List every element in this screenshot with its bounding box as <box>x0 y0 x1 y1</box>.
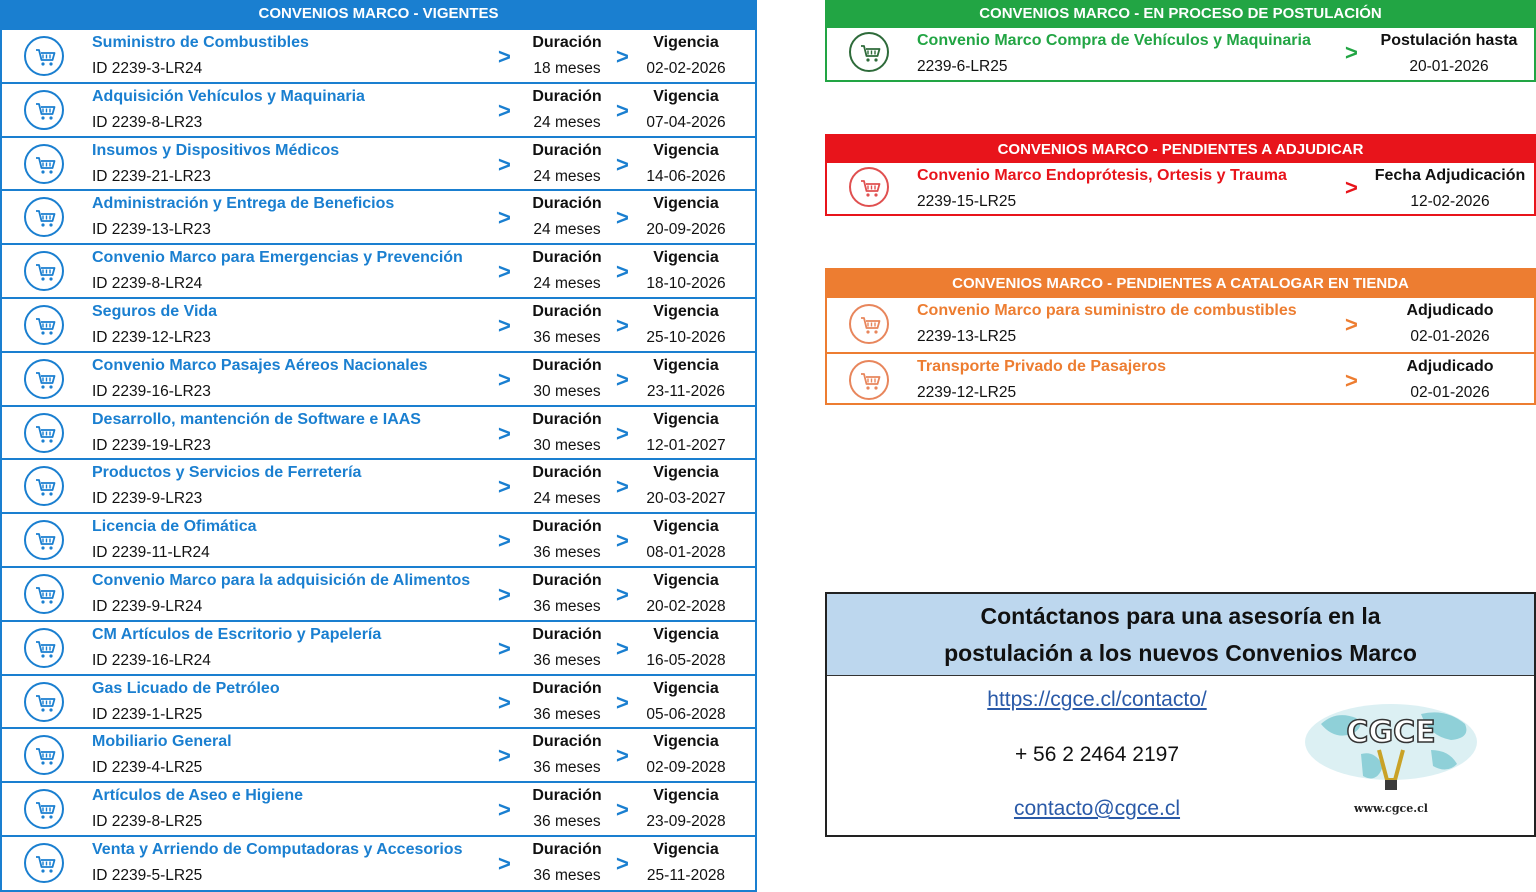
list-item[interactable] <box>827 352 1534 406</box>
convenio-id: ID 2239-11-LR24 <box>92 544 210 562</box>
chevron-right-icon: > <box>616 366 629 392</box>
convenio-name[interactable]: Convenio Marco Endoprótesis, Ortesis y Trauma <box>917 167 1287 184</box>
duration-value: 36 meses <box>533 544 601 562</box>
adjudicar-panel <box>825 134 1536 216</box>
chevron-right-icon: > <box>498 581 511 607</box>
cgce-logo <box>1301 694 1481 824</box>
vigencia-value: 08-01-2028 <box>646 544 726 562</box>
catalogar-header: CONVENIOS MARCO - PENDIENTES A CATALOGAR EN TIENDA <box>827 270 1534 298</box>
vigencia-value: 20-09-2026 <box>646 221 726 239</box>
convenio-name[interactable]: Convenio Marco para suministro de combustibles <box>917 302 1297 319</box>
convenio-id: 2239-6-LR25 <box>917 58 1008 75</box>
vigencia-label: Vigencia <box>653 195 719 213</box>
shopping-cart-icon <box>24 628 64 668</box>
vigencia-label: Vigencia <box>653 249 719 267</box>
shopping-cart-icon <box>24 843 64 883</box>
duration-value: 24 meses <box>533 490 601 508</box>
adjudicacion-value: 12-02-2026 <box>1410 193 1490 210</box>
duration-label: Duración <box>532 34 602 51</box>
convenio-name[interactable]: Seguros de Vida <box>92 302 218 320</box>
vigencia-label: Vigencia <box>653 787 719 805</box>
vigentes-header: CONVENIOS MARCO - VIGENTES <box>2 0 755 28</box>
convenio-id: ID 2239-19-LR23 <box>92 436 211 454</box>
duration-value: 24 meses <box>533 113 601 131</box>
chevron-right-icon: > <box>498 797 511 823</box>
vigencia-label: Vigencia <box>653 464 719 482</box>
chevron-right-icon: > <box>616 151 629 177</box>
duration-value: 36 meses <box>533 597 601 615</box>
chevron-right-icon: > <box>498 259 511 285</box>
convenio-id: ID 2239-21-LR23 <box>92 167 211 185</box>
duration-label: Duración <box>532 787 602 805</box>
shopping-cart-icon <box>24 305 64 345</box>
duration-label: Duración <box>532 249 602 267</box>
vigencia-value: 07-04-2026 <box>646 113 726 131</box>
convenio-name[interactable]: Venta y Arriendo de Computadoras y Accesorios <box>92 840 463 858</box>
convenio-name[interactable]: Suministro de Combustibles <box>92 34 309 51</box>
list-item[interactable] <box>2 351 755 405</box>
convenio-name[interactable]: Administración y Entrega de Beneficios <box>92 195 395 213</box>
vigencia-value: 20-02-2028 <box>646 597 726 615</box>
duration-label: Duración <box>532 733 602 751</box>
list-item[interactable] <box>827 28 1534 80</box>
duration-label: Duración <box>532 518 602 536</box>
convenio-name[interactable]: Artículos de Aseo e Higiene <box>92 787 304 805</box>
convenio-id: ID 2239-13-LR23 <box>92 221 211 239</box>
shopping-cart-icon <box>849 167 889 207</box>
chevron-right-icon: > <box>498 44 511 69</box>
vigencia-label: Vigencia <box>653 571 719 589</box>
proceso-header: CONVENIOS MARCO - EN PROCESO DE POSTULACIÓN <box>827 0 1534 28</box>
contact-heading <box>827 594 1534 676</box>
duration-value: 18 meses <box>533 60 601 77</box>
vigencia-label: Vigencia <box>653 733 719 751</box>
list-item[interactable] <box>2 566 755 620</box>
vigencia-label: Vigencia <box>653 410 719 428</box>
convenio-name[interactable]: CM Artículos de Escritorio y Papelería <box>92 625 382 643</box>
shopping-cart-icon <box>24 36 64 76</box>
convenio-name[interactable]: Adquisición Vehículos y Maquinaria <box>92 87 365 105</box>
contact-heading-line2: postulación a los nuevos Convenios Marco <box>944 640 1417 666</box>
postulacion-label: Postulación hasta <box>1380 32 1518 49</box>
vigencia-label: Vigencia <box>653 625 719 643</box>
duration-label: Duración <box>532 141 602 159</box>
postulacion-value: 20-01-2026 <box>1409 58 1489 75</box>
duration-value: 30 meses <box>533 382 601 400</box>
list-item[interactable] <box>2 620 755 674</box>
vigencia-label: Vigencia <box>653 840 719 858</box>
duration-value: 24 meses <box>533 167 601 185</box>
duration-value: 30 meses <box>533 436 601 454</box>
chevron-right-icon: > <box>616 528 629 554</box>
convenio-id: ID 2239-9-LR23 <box>92 490 203 508</box>
contact-box <box>825 592 1536 837</box>
duration-label: Duración <box>532 840 602 858</box>
chevron-right-icon: > <box>616 312 629 338</box>
chevron-right-icon: > <box>616 797 629 823</box>
chevron-right-icon: > <box>498 420 511 446</box>
chevron-right-icon: > <box>616 259 629 285</box>
duration-value: 36 meses <box>533 705 601 723</box>
list-item[interactable] <box>2 835 755 889</box>
shopping-cart-icon <box>24 413 64 453</box>
convenio-id: ID 2239-8-LR25 <box>92 813 203 831</box>
shopping-cart-icon <box>24 90 64 130</box>
convenio-name[interactable]: Convenio Marco para Emergencias y Prevención <box>92 249 463 267</box>
list-item[interactable] <box>2 674 755 728</box>
vigentes-list <box>2 28 755 889</box>
adjudicar-header: CONVENIOS MARCO - PENDIENTES A ADJUDICAR <box>827 136 1534 163</box>
chevron-right-icon: > <box>498 97 511 123</box>
convenio-id: ID 2239-9-LR24 <box>92 597 203 615</box>
list-item[interactable] <box>2 82 755 136</box>
duration-label: Duración <box>532 410 602 428</box>
vigencia-label: Vigencia <box>653 679 719 697</box>
chevron-right-icon: > <box>1345 40 1358 65</box>
convenio-name[interactable]: Productos y Servicios de Ferretería <box>92 464 362 482</box>
chevron-right-icon: > <box>616 850 629 876</box>
chevron-right-icon: > <box>1345 175 1358 200</box>
convenio-name[interactable]: Licencia de Ofimática <box>92 518 257 536</box>
convenio-name[interactable]: Gas Licuado de Petróleo <box>92 679 280 697</box>
convenio-id: ID 2239-8-LR24 <box>92 275 203 293</box>
vigencia-value: 23-09-2028 <box>646 813 726 831</box>
shopping-cart-icon <box>24 359 64 399</box>
vigencia-value: 25-11-2028 <box>646 866 726 884</box>
chevron-right-icon: > <box>498 205 511 231</box>
vigencia-label: Vigencia <box>653 141 719 159</box>
list-item[interactable] <box>827 163 1534 215</box>
chevron-right-icon: > <box>498 743 511 769</box>
duration-label: Duración <box>532 87 602 105</box>
convenio-id: ID 2239-16-LR23 <box>92 382 211 400</box>
list-item[interactable] <box>2 405 755 459</box>
convenio-id: 2239-13-LR25 <box>917 328 1017 345</box>
shopping-cart-icon <box>849 32 889 72</box>
vigencia-value: 12-01-2027 <box>646 436 726 454</box>
contact-url-link[interactable]: https://cgce.cl/contacto/ <box>987 688 1207 711</box>
contact-email-link[interactable]: contacto@cgce.cl <box>1013 797 1181 820</box>
chevron-right-icon: > <box>498 474 511 500</box>
convenio-name[interactable]: Convenio Marco Compra de Vehículos y Maquinaria <box>917 32 1311 49</box>
vigencia-label: Vigencia <box>653 518 719 536</box>
vigencia-value: 05-06-2028 <box>646 705 726 723</box>
logo-text: CGCE <box>1346 715 1436 750</box>
shopping-cart-icon <box>24 520 64 560</box>
chevron-right-icon: > <box>616 474 629 500</box>
convenio-name[interactable]: Desarrollo, mantención de Software e IAAS <box>92 410 421 428</box>
list-item[interactable] <box>2 243 755 297</box>
convenio-name[interactable]: Convenio Marco Pasajes Aéreos Nacionales <box>92 356 428 374</box>
chevron-right-icon: > <box>498 151 511 177</box>
vigencia-value: 16-05-2028 <box>646 651 726 669</box>
chevron-right-icon: > <box>1345 367 1358 393</box>
list-item[interactable] <box>2 781 755 835</box>
chevron-right-icon: > <box>498 528 511 554</box>
convenio-id: ID 2239-3-LR24 <box>92 60 203 77</box>
vigencia-value: 20-03-2027 <box>646 490 726 508</box>
adjudicado-value: 02-01-2026 <box>1410 383 1490 401</box>
convenio-name[interactable]: Transporte Privado de Pasajeros <box>917 357 1166 375</box>
duration-value: 36 meses <box>533 759 601 777</box>
duration-value: 36 meses <box>533 328 601 346</box>
adjudicado-label: Adjudicado <box>1406 302 1494 319</box>
chevron-right-icon: > <box>498 850 511 876</box>
convenio-name[interactable]: Convenio Marco para la adquisición de Alimentos <box>92 571 471 589</box>
adjudicado-label: Adjudicado <box>1406 357 1494 375</box>
chevron-right-icon: > <box>1345 312 1358 337</box>
duration-label: Duración <box>532 356 602 374</box>
duration-value: 36 meses <box>533 651 601 669</box>
convenio-name[interactable]: Mobiliario General <box>92 733 232 751</box>
duration-value: 24 meses <box>533 221 601 239</box>
convenio-id: ID 2239-12-LR23 <box>92 328 211 346</box>
convenio-name[interactable]: Insumos y Dispositivos Médicos <box>92 141 340 159</box>
vigencia-label: Vigencia <box>653 87 719 105</box>
contact-heading-line1: Contáctanos para una asesoría en la <box>980 603 1381 629</box>
vigentes-panel <box>0 0 757 892</box>
adjudicacion-label: Fecha Adjudicación <box>1374 167 1526 184</box>
logo-url: www.cgce.cl <box>1354 802 1428 815</box>
duration-label: Duración <box>532 302 602 320</box>
list-item[interactable] <box>2 727 755 781</box>
vigencia-value: 23-11-2026 <box>646 382 726 400</box>
convenio-id: ID 2239-16-LR24 <box>92 651 211 669</box>
vigencia-label: Vigencia <box>653 302 719 320</box>
adjudicado-value: 02-01-2026 <box>1410 328 1490 345</box>
shopping-cart-icon <box>849 360 889 400</box>
list-item[interactable] <box>2 189 755 243</box>
convenio-id: ID 2239-4-LR25 <box>92 759 203 777</box>
contact-phone: + 56 2 2464 2197 <box>1014 743 1180 766</box>
shopping-cart-icon <box>24 197 64 237</box>
chevron-right-icon: > <box>616 581 629 607</box>
duration-label: Duración <box>532 464 602 482</box>
duration-label: Duración <box>532 195 602 213</box>
duration-label: Duración <box>532 571 602 589</box>
chevron-right-icon: > <box>616 743 629 769</box>
proceso-panel <box>825 0 1536 82</box>
chevron-right-icon: > <box>498 312 511 338</box>
list-item[interactable] <box>2 136 755 190</box>
list-item[interactable] <box>2 28 755 82</box>
convenio-id: 2239-15-LR25 <box>917 193 1017 210</box>
shopping-cart-icon <box>24 144 64 184</box>
duration-label: Duración <box>532 679 602 697</box>
convenio-id: ID 2239-1-LR25 <box>92 705 203 723</box>
vigencia-value: 02-02-2026 <box>646 60 726 77</box>
shopping-cart-icon <box>24 735 64 775</box>
shopping-cart-icon <box>24 789 64 829</box>
chevron-right-icon: > <box>498 635 511 661</box>
chevron-right-icon: > <box>616 97 629 123</box>
vigencia-value: 02-09-2028 <box>646 759 726 777</box>
vigencia-value: 25-10-2026 <box>646 328 726 346</box>
chevron-right-icon: > <box>616 635 629 661</box>
duration-value: 24 meses <box>533 275 601 293</box>
catalogar-panel <box>825 268 1536 405</box>
chevron-right-icon: > <box>616 420 629 446</box>
convenio-id: ID 2239-5-LR25 <box>92 866 203 884</box>
chevron-right-icon: > <box>616 689 629 715</box>
vigencia-value: 18-10-2026 <box>646 275 726 293</box>
duration-value: 36 meses <box>533 866 601 884</box>
shopping-cart-icon <box>24 682 64 722</box>
chevron-right-icon: > <box>498 689 511 715</box>
chevron-right-icon: > <box>616 44 629 69</box>
list-item[interactable] <box>2 512 755 566</box>
chevron-right-icon: > <box>498 366 511 392</box>
list-item[interactable] <box>827 298 1534 352</box>
shopping-cart-icon <box>849 304 889 344</box>
duration-value: 36 meses <box>533 813 601 831</box>
list-item[interactable] <box>2 297 755 351</box>
shopping-cart-icon <box>24 466 64 506</box>
vigencia-label: Vigencia <box>653 34 719 51</box>
vigencia-label: Vigencia <box>653 356 719 374</box>
list-item[interactable] <box>2 458 755 512</box>
duration-label: Duración <box>532 625 602 643</box>
shopping-cart-icon <box>24 574 64 614</box>
chevron-right-icon: > <box>616 205 629 231</box>
convenio-id: 2239-12-LR25 <box>917 383 1017 401</box>
convenio-id: ID 2239-8-LR23 <box>92 113 203 131</box>
shopping-cart-icon <box>24 251 64 291</box>
vigencia-value: 14-06-2026 <box>646 167 726 185</box>
